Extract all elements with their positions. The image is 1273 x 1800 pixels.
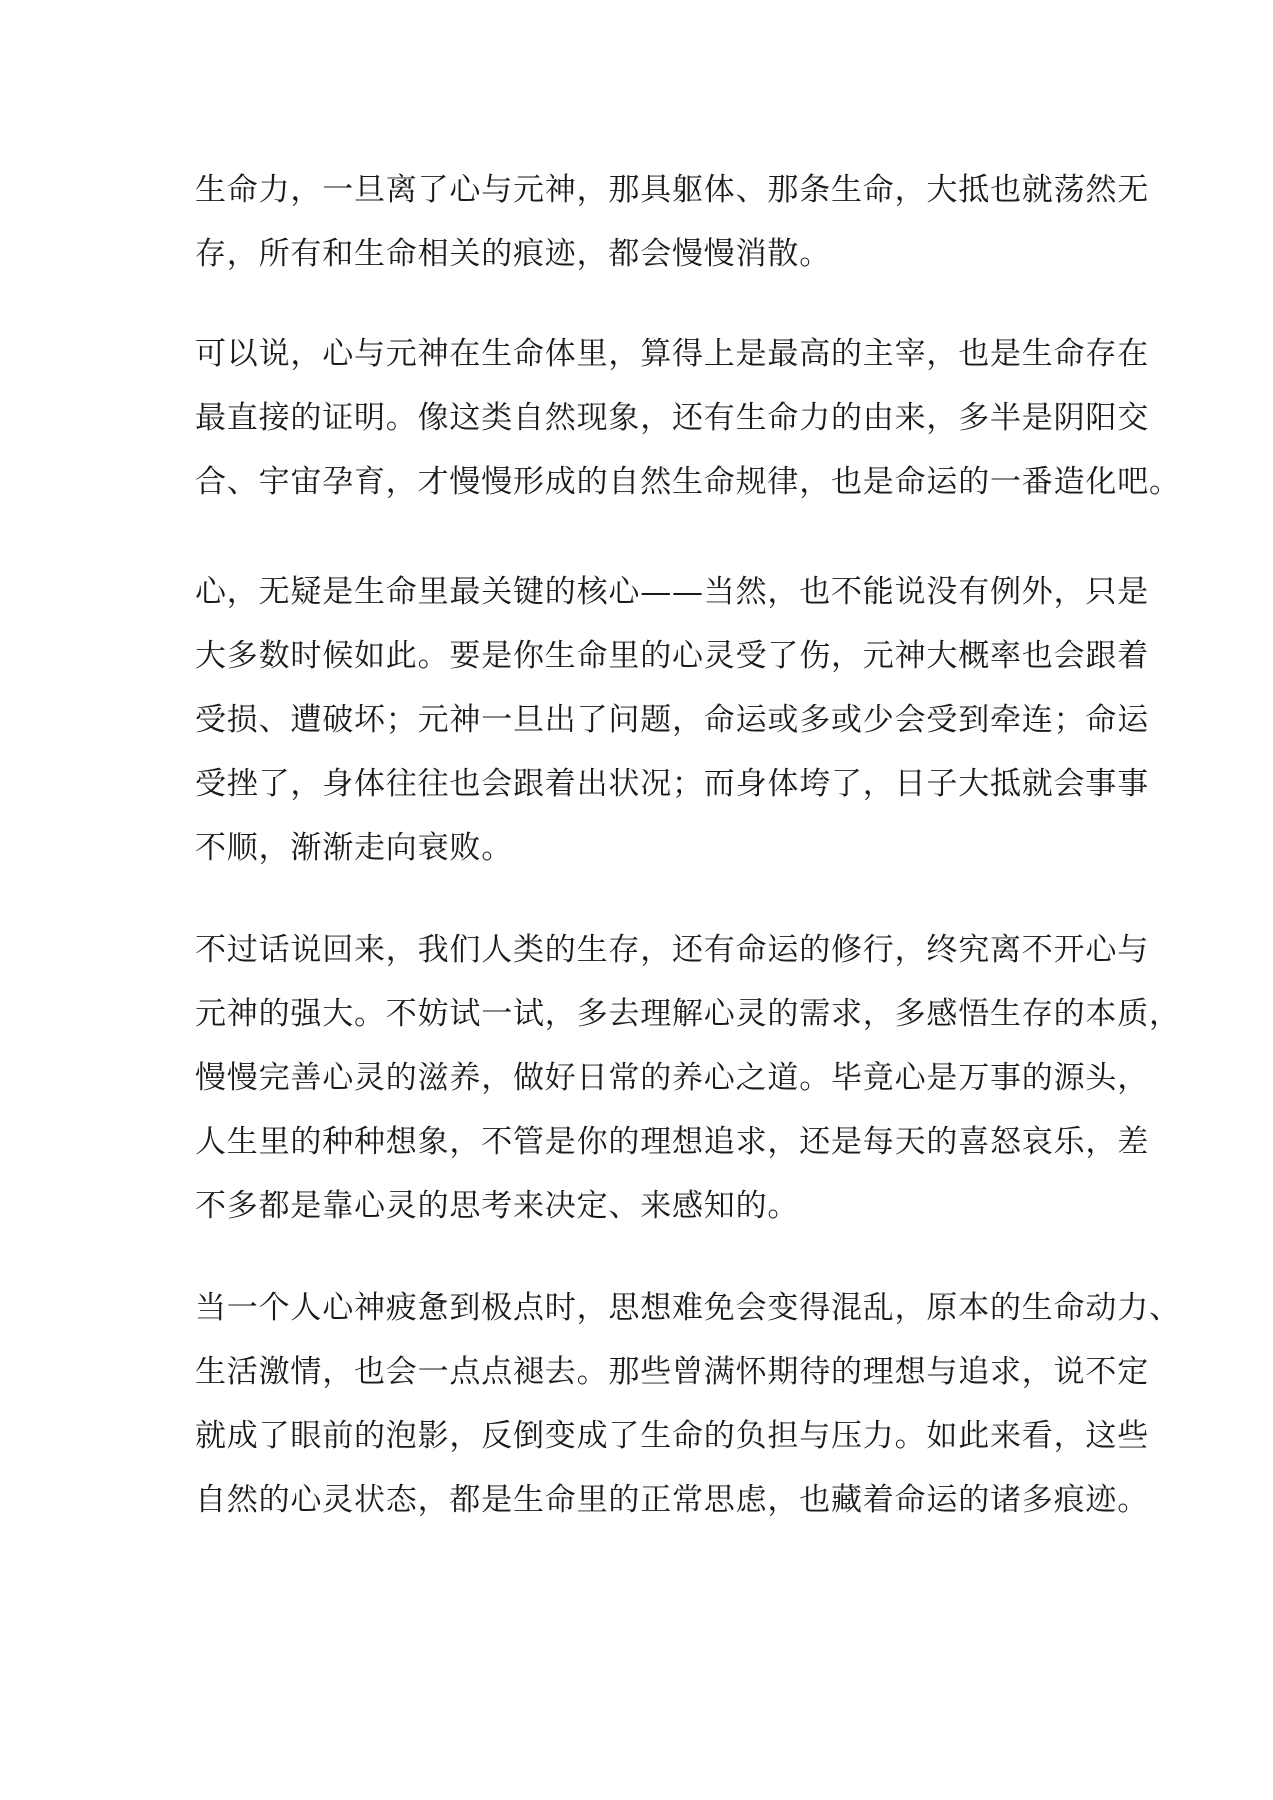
text-line: 就成了眼前的泡影，反倒变成了生命的负担与压力。如此来看，这些 xyxy=(195,1418,1149,1454)
text-line: 慢慢完善心灵的滋养，做好日常的养心之道。毕竟心是万事的源头， xyxy=(195,1060,1149,1096)
text-line: 生命力，一旦离了心与元神，那具躯体、那条生命，大抵也就荡然无 xyxy=(195,172,1149,208)
text-line: 人生里的种种想象，不管是你的理想追求，还是每天的喜怒哀乐，差 xyxy=(195,1124,1149,1160)
text-line: 自然的心灵状态，都是生命里的正常思虑，也藏着命运的诸多痕迹。 xyxy=(195,1482,1149,1518)
text-line: 生活激情，也会一点点褪去。那些曾满怀期待的理想与追求，说不定 xyxy=(195,1354,1149,1390)
text-line: 受挫了，身体往往也会跟着出状况；而身体垮了，日子大抵就会事事 xyxy=(195,766,1149,802)
paragraph-2 xyxy=(195,322,1181,514)
text-line: 可以说，心与元神在生命体里，算得上是最高的主宰，也是生命存在 xyxy=(195,336,1149,372)
text-line: 大多数时候如此。要是你生命里的心灵受了伤，元神大概率也会跟着 xyxy=(195,638,1149,674)
text-line: 最直接的证明。像这类自然现象，还有生命力的由来，多半是阴阳交 xyxy=(195,400,1149,436)
text-line: 存，所有和生命相关的痕迹，都会慢慢消散。 xyxy=(195,236,831,272)
text-line: 受损、遭破坏；元神一旦出了问题，命运或多或少会受到牵连；命运 xyxy=(195,702,1149,738)
paragraph-1 xyxy=(195,158,1149,286)
text-line: 合、宇宙孕育，才慢慢形成的自然生命规律，也是命运的一番造化吧。 xyxy=(195,464,1181,500)
text-line: 心，无疑是生命里最关键的核心——当然，也不能说没有例外，只是 xyxy=(195,574,1149,610)
paragraph-4 xyxy=(195,918,1181,1238)
text-line: 当一个人心神疲惫到极点时，思想难免会变得混乱，原本的生命动力、 xyxy=(195,1290,1181,1326)
paragraph-5 xyxy=(195,1276,1181,1532)
text-line: 不顺，渐渐走向衰败。 xyxy=(195,830,513,866)
text-line: 不过话说回来，我们人类的生存，还有命运的修行，终究离不开心与 xyxy=(195,932,1149,968)
paragraph-3 xyxy=(195,560,1149,880)
text-line: 不多都是靠心灵的思考来决定、来感知的。 xyxy=(195,1188,800,1224)
text-line: 元神的强大。不妨试一试，多去理解心灵的需求，多感悟生存的本质， xyxy=(195,996,1181,1032)
